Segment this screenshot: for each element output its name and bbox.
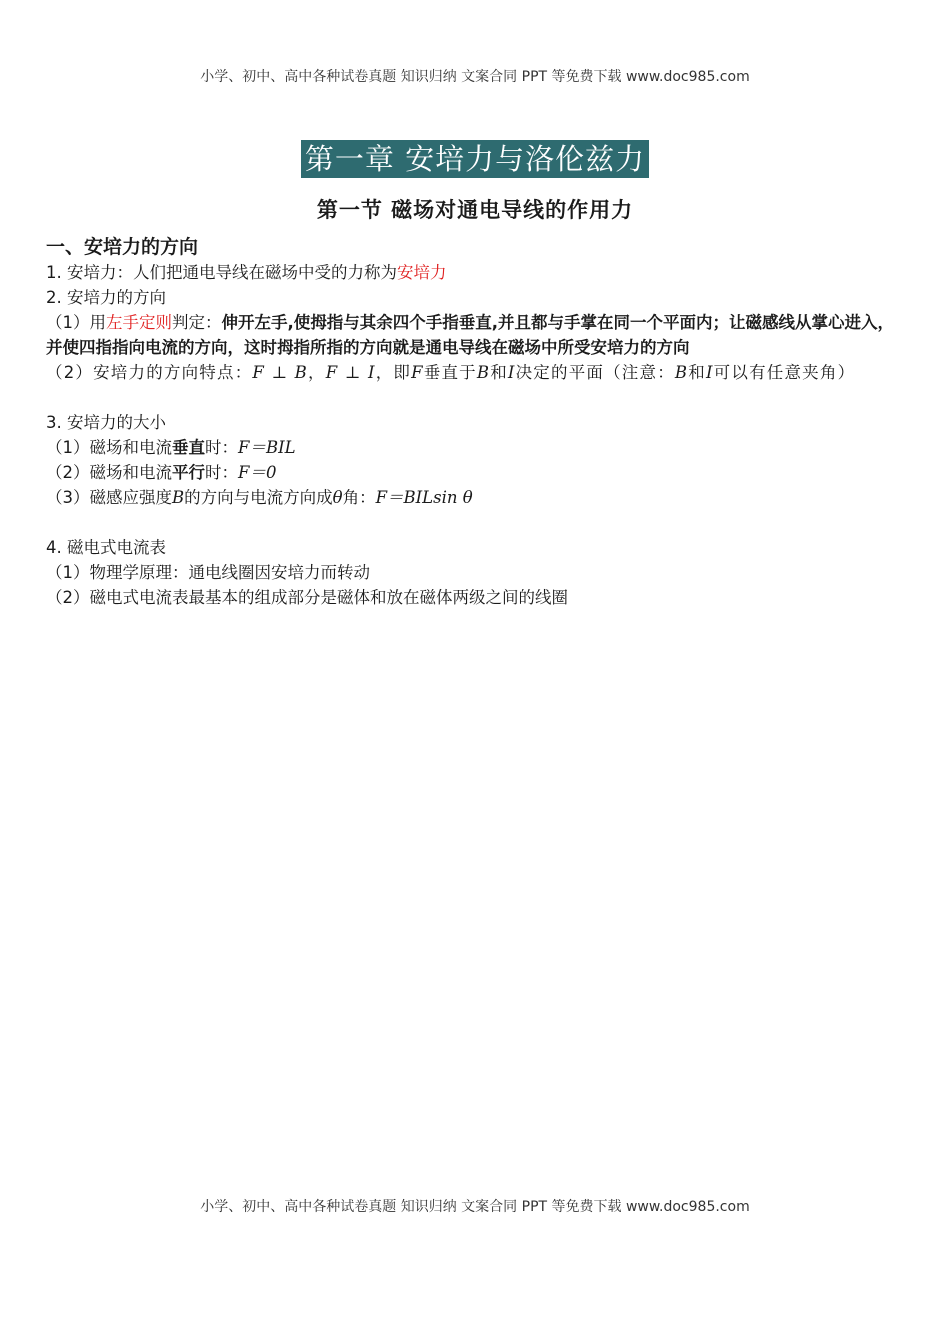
rule-name: 左手定则 (106, 313, 172, 332)
document-body (46, 234, 908, 610)
rule-prefix: （1）用 (46, 313, 106, 332)
definition-term: 安培力 (397, 263, 447, 282)
section-title: 第一节 磁场对通电导线的作用力 (316, 198, 634, 222)
magnitude-parallel (46, 460, 908, 485)
line-text: （3）磁感应强度 (46, 488, 172, 507)
page-header: 小学、初中、高中各种试卷真题 知识归纳 文案合同 PPT 等免费下载 www.doc985.com (200, 69, 750, 85)
formula-f-perp-b: F ⊥ B (252, 363, 308, 382)
page-footer: 小学、初中、高中各种试卷真题 知识归纳 文案合同 PPT 等免费下载 www.doc985.com (200, 1199, 750, 1215)
separator: ， (308, 363, 326, 382)
line-text: 时： (205, 463, 238, 482)
magnitude-perpendicular (46, 435, 908, 460)
line-text: 的方向与电流方向成 (184, 488, 333, 507)
direction-features (46, 360, 908, 385)
symbol-b: B (476, 363, 491, 382)
symbol-f: F (411, 363, 424, 382)
chapter-title-wrap (0, 140, 950, 178)
formula-zero: F＝0 (238, 463, 277, 482)
features-text: （2）安培力的方向特点： (46, 363, 253, 382)
features-text: 和 (688, 363, 706, 382)
magnitude-angle (46, 485, 908, 510)
keyword-parallel: 平行 (172, 463, 205, 482)
chapter-title: 第一章 安培力与洛伦兹力 (301, 140, 649, 178)
line-text: 时： (205, 438, 238, 457)
line-text: （2）磁场和电流 (46, 463, 172, 482)
features-text: 和 (490, 363, 508, 382)
line-text: （1）磁场和电流 (46, 438, 172, 457)
features-text: ，即 (375, 363, 412, 382)
ammeter-principle: （1）物理学原理：通电线圈因安培力而转动 (46, 563, 370, 582)
direction-subheading: 2. 安培力的方向 (46, 288, 166, 307)
part1-heading: 一、安培力的方向 (46, 236, 199, 258)
symbol-theta: θ (332, 488, 343, 507)
formula-bil-sin-theta: F＝BILsin θ (375, 488, 473, 507)
rule-mid: 判定： (172, 313, 222, 332)
formula-bil: F＝BIL (238, 438, 296, 457)
features-text: 可以有任意夹角） (713, 363, 856, 382)
ammeter-components: （2）磁电式电流表最基本的组成部分是磁体和放在磁体两级之间的线圈 (46, 588, 568, 607)
magnitude-heading: 3. 安培力的大小 (46, 413, 166, 432)
keyword-perpendicular: 垂直 (172, 438, 205, 457)
features-text: 垂直于 (423, 363, 477, 382)
symbol-i: I (705, 363, 714, 382)
line-text: 角： (342, 488, 376, 507)
symbol-b: B (674, 363, 689, 382)
formula-f-perp-i: F ⊥ I (325, 363, 376, 382)
spacer (46, 510, 908, 535)
spacer (46, 385, 908, 410)
rule-description: 伸开左手,使拇指与其余四个手指垂直,并且都与手掌在同一个平面内；让磁感线从掌心进入，并使四指指向电流的方向，这时拇指所指的方向就是通电导线在磁场中所受安培力的方向 (46, 313, 895, 357)
ammeter-heading: 4. 磁电式电流表 (46, 538, 166, 557)
definition-text: 1. 安培力：人们把通电导线在磁场中受的力称为 (46, 263, 397, 282)
left-hand-rule (46, 310, 908, 360)
features-text: 决定的平面（注意： (515, 363, 675, 382)
symbol-b: B (172, 488, 185, 507)
symbol-i: I (507, 363, 516, 382)
ampere-force-definition (46, 260, 908, 285)
